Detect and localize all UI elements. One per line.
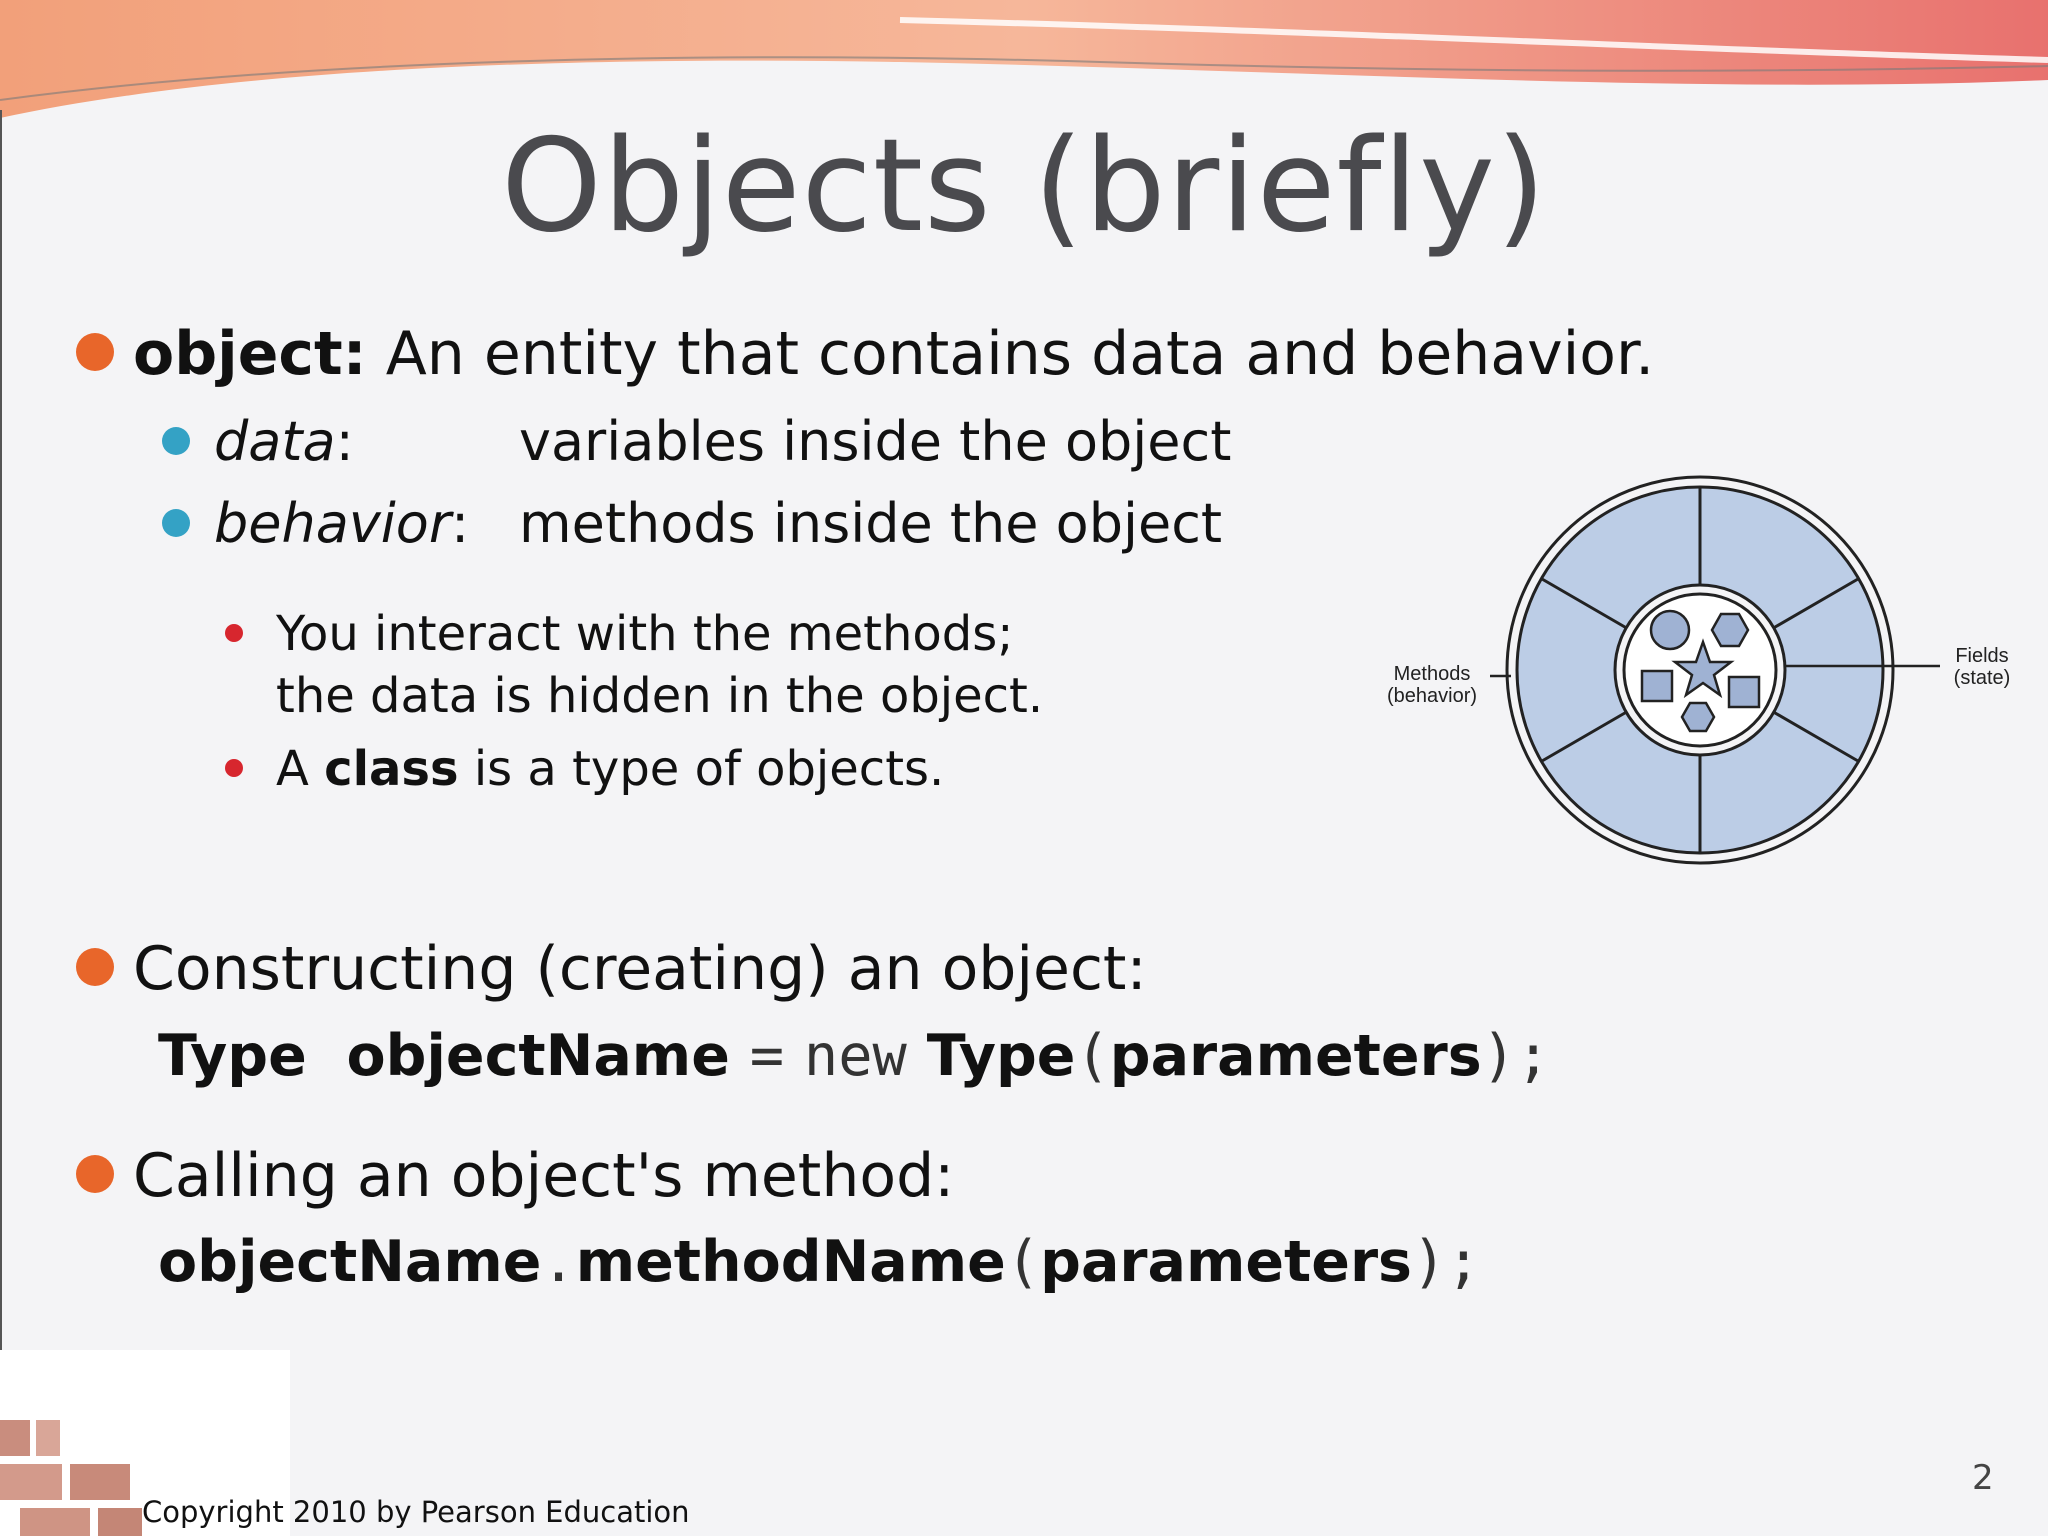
bullet-object-definition <box>133 318 1654 390</box>
slide-title: Objects (briefly) <box>501 112 1547 261</box>
code-parameters: parameters <box>1109 1023 1482 1089</box>
note-interact-line1: You interact with the methods; <box>276 606 1014 662</box>
left-frame-line <box>0 110 2 1350</box>
behavior-term: behavior <box>214 492 452 555</box>
code-equals: = <box>749 1023 785 1089</box>
bullet-dot <box>76 333 114 371</box>
fields-label: Fields <box>1955 645 2009 667</box>
code-parameters: parameters <box>1040 1229 1412 1295</box>
code-method-name: methodName <box>575 1229 1006 1295</box>
methods-sub-label: (behavior) <box>1386 685 1478 707</box>
fields-sub-label: (state) <box>1953 667 2011 689</box>
behavior-colon: : <box>451 492 470 555</box>
circle-shape-icon <box>1651 611 1689 649</box>
bullet-calling: Calling an object's method: <box>133 1141 955 1211</box>
note-interact-line2: the data is hidden in the object. <box>276 668 1044 724</box>
data-colon: : <box>335 410 354 473</box>
sub-bullet-behavior <box>214 492 469 557</box>
code-type: Type <box>158 1023 307 1089</box>
data-description: variables inside the object <box>519 410 1232 473</box>
object-definition-text: An entity that contains data and behavior. <box>385 319 1655 389</box>
code-dot: . <box>541 1229 576 1295</box>
note-class <box>276 741 944 799</box>
sub-bullet-dot <box>162 509 190 537</box>
sub-bullet-dot <box>162 427 190 455</box>
square-shape-icon <box>1642 671 1672 701</box>
note-class-suffix: is a type of objects. <box>473 741 945 797</box>
code-type: Type <box>926 1023 1076 1089</box>
code-new-keyword: new <box>803 1023 907 1089</box>
square-shape-icon <box>1729 677 1759 707</box>
object-diagram <box>1370 470 2040 870</box>
code-object-name: objectName <box>346 1023 730 1089</box>
construct-code-line <box>158 1022 1550 1090</box>
code-object-name: objectName <box>158 1229 542 1295</box>
methods-label: Methods <box>1393 663 1471 685</box>
hexagon-shape-icon <box>1712 614 1748 646</box>
code-close: ); <box>1481 1023 1551 1089</box>
bullet-constructing: Constructing (creating) an object: <box>133 934 1147 1004</box>
page-number: 2 <box>1972 1458 1994 1498</box>
note-class-prefix: A <box>276 741 309 797</box>
copyright-notice: Copyright 2010 by Pearson Education <box>142 1495 690 1529</box>
behavior-description: methods inside the object <box>519 492 1223 555</box>
bullet-dot <box>76 948 114 986</box>
class-keyword: class <box>324 741 459 797</box>
code-open-paren: ( <box>1005 1229 1041 1295</box>
sub-bullet-data <box>214 410 354 475</box>
hexagon-shape-icon <box>1682 703 1714 731</box>
call-code-line <box>158 1228 1481 1296</box>
code-close: ); <box>1411 1229 1481 1295</box>
bullet-dot <box>76 1155 114 1193</box>
note-bullet-dot <box>225 624 243 642</box>
data-term: data <box>214 410 336 473</box>
note-bullet-dot <box>225 759 243 777</box>
code-open-paren: ( <box>1075 1023 1110 1089</box>
object-term: object: <box>133 319 367 389</box>
